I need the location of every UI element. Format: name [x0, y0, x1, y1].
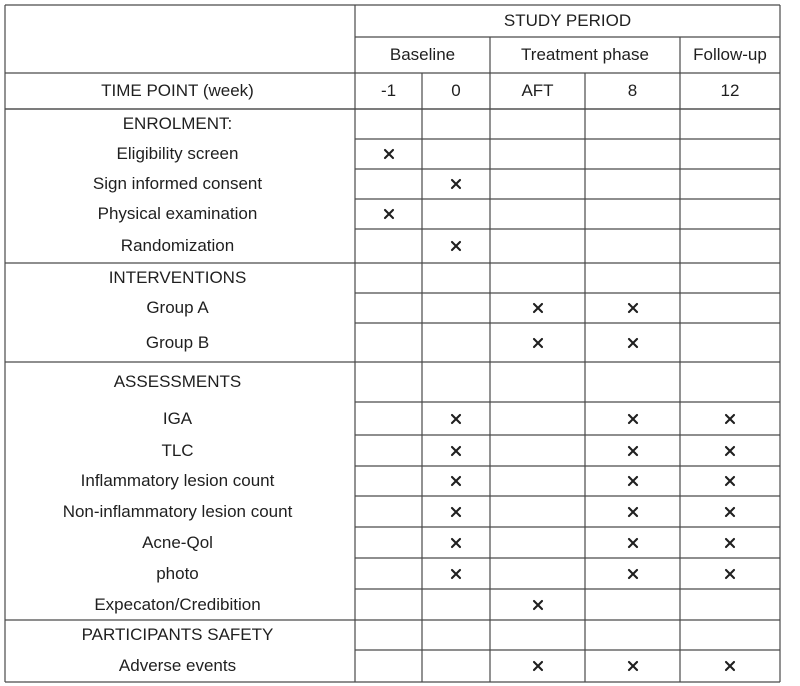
- row-label: Non-inflammatory lesion count: [62, 501, 293, 521]
- row-label: photo: [156, 563, 199, 583]
- time-point-week-8: 8: [627, 81, 638, 100]
- time-point-week-0: 0: [451, 81, 461, 100]
- x-mark-icon: [723, 444, 737, 458]
- row-label: Inflammatory lesion count: [80, 471, 275, 490]
- x-mark-icon: [449, 444, 463, 458]
- x-mark-icon: [449, 567, 463, 581]
- x-mark-icon: [531, 598, 545, 612]
- x-mark-icon: [723, 412, 737, 426]
- section-title-enrolment: ENROLMENT:: [122, 114, 233, 133]
- x-mark-icon: [626, 567, 640, 581]
- x-mark-icon: [449, 412, 463, 426]
- x-mark-icon: [449, 474, 463, 488]
- treatment-phase-header: Treatment phase: [521, 45, 649, 64]
- row-label: Eligibility screen: [116, 144, 239, 163]
- row-label: Expecaton/Credibition: [94, 594, 261, 614]
- x-mark-icon: [626, 474, 640, 488]
- time-point-aft: AFT: [521, 81, 554, 100]
- row-label: Group A: [146, 298, 209, 317]
- row-label: Physical examination: [97, 204, 258, 223]
- x-mark-icon: [723, 567, 737, 581]
- x-mark-icon: [626, 536, 640, 550]
- section-title-safety: PARTICIPANTS SAFETY: [81, 625, 274, 644]
- baseline-phase-header: Baseline: [389, 45, 456, 64]
- x-mark-icon: [449, 505, 463, 519]
- time-point-week-12: 12: [720, 81, 740, 100]
- x-mark-icon: [382, 147, 396, 161]
- x-mark-icon: [723, 536, 737, 550]
- row-label: Sign informed consent: [92, 174, 263, 193]
- row-label: Acne-Qol: [142, 532, 213, 552]
- row-label: TLC: [161, 440, 194, 460]
- x-mark-icon: [626, 412, 640, 426]
- section-title-assessments: ASSESSMENTS: [113, 372, 242, 391]
- x-mark-icon: [723, 505, 737, 519]
- x-mark-icon: [382, 207, 396, 221]
- x-mark-icon: [531, 659, 545, 673]
- x-mark-icon: [626, 659, 640, 673]
- x-mark-icon: [626, 444, 640, 458]
- x-mark-icon: [723, 474, 737, 488]
- x-mark-icon: [531, 336, 545, 350]
- x-mark-icon: [626, 336, 640, 350]
- followup-phase-header: Follow-up: [693, 45, 767, 64]
- row-label: IGA: [162, 408, 193, 428]
- x-mark-icon: [626, 301, 640, 315]
- section-title-interventions: INTERVENTIONS: [108, 268, 247, 287]
- x-mark-icon: [449, 239, 463, 253]
- x-mark-icon: [449, 536, 463, 550]
- time-point-week-minus1: -1: [380, 81, 397, 100]
- study-period-header: STUDY PERIOD: [503, 11, 632, 30]
- x-mark-icon: [531, 301, 545, 315]
- row-label: Adverse events: [118, 656, 237, 675]
- time-point-label: TIME POINT (week): [101, 81, 254, 100]
- row-label: Group B: [145, 332, 210, 352]
- x-mark-icon: [626, 505, 640, 519]
- x-mark-icon: [449, 177, 463, 191]
- row-label: Randomization: [120, 236, 235, 255]
- x-mark-icon: [723, 659, 737, 673]
